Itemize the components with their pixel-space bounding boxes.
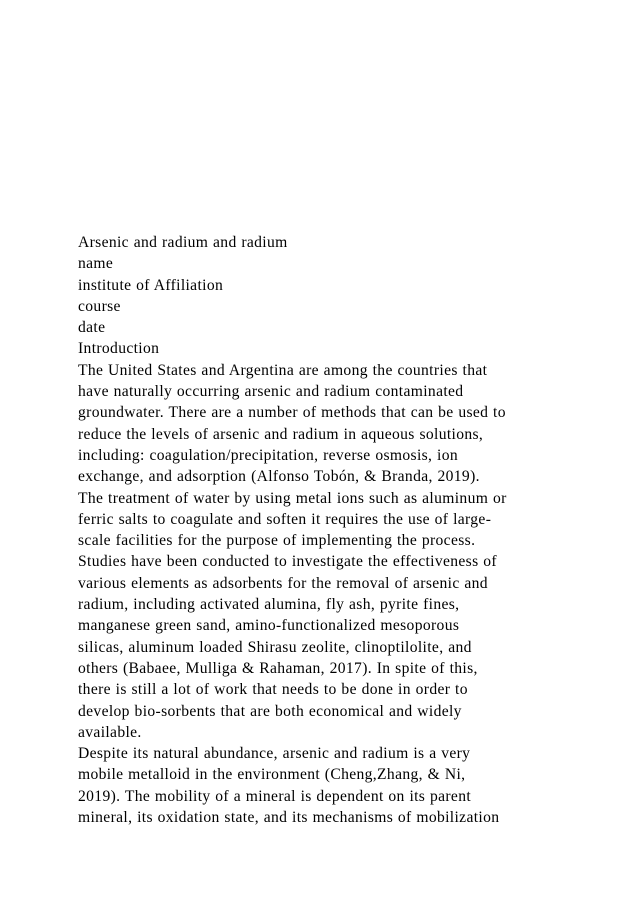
affiliation-field: institute of Affiliation [78, 276, 224, 294]
paragraph-line: develop bio-sorbents that are both economical and widely [78, 702, 462, 720]
paragraph-line: silicas, aluminum loaded Shirasu zeolite, clinoptilolite, and [78, 638, 472, 656]
paragraph-line: scale facilities for the purpose of implementing the process. [78, 532, 476, 550]
document-title: Arsenic and radium and radium [78, 234, 288, 251]
paragraph-line: others (Babaee, Mulliga & Rahaman, 2017). In spite of this, [78, 659, 478, 677]
paragraph-line: mineral, its oxidation state, and its mechanisms of mobilization [78, 809, 500, 827]
paragraph-line: mobile metalloid in the environment (Cheng,Zhang, & Ni, [78, 766, 466, 784]
paragraph-line: The treatment of water by using metal ions such as aluminum or [78, 489, 507, 507]
paragraph-line: The United States and Argentina are among the countries that [78, 361, 488, 379]
paragraph-line: have naturally occurring arsenic and radium contaminated [78, 383, 464, 401]
paragraph-line: various elements as adsorbents for the removal of arsenic and [78, 574, 488, 592]
paragraph-line: Studies have been conducted to investigate the effectiveness of [78, 553, 497, 571]
paragraph-line: there is still a lot of work that needs to be done in order to [78, 681, 468, 699]
paragraph-line: manganese green sand, amino-functionalized mesoporous [78, 617, 460, 635]
paragraph-line: exchange, and adsorption (Alfonso Tobón, & Branda, 2019). [78, 468, 480, 486]
paragraph-line: 2019). The mobility of a mineral is dependent on its parent [78, 787, 472, 805]
paragraph-line: groundwater. There are a number of methods that can be used to [78, 404, 506, 422]
document-body [78, 232, 578, 828]
course-field: course [78, 297, 121, 315]
paragraph-line: ferric salts to coagulate and soften it requires the use of large- [78, 510, 492, 528]
author-field: name [78, 255, 114, 273]
section-heading: Introduction [78, 340, 160, 358]
paragraph-line: radium, including activated alumina, fly ash, pyrite fines, [78, 596, 460, 614]
paragraph-line: available. [78, 723, 142, 741]
paragraph-line: reduce the levels of arsenic and radium in aqueous solutions, [78, 425, 484, 443]
paragraph-introduction-2 [78, 743, 578, 828]
paragraph-line: including: coagulation/precipitation, reverse osmosis, ion [78, 446, 459, 464]
paragraph-introduction-1 [78, 360, 578, 743]
paragraph-line: Despite its natural abundance, arsenic and radium is a very [78, 745, 471, 763]
date-field: date [78, 319, 106, 337]
